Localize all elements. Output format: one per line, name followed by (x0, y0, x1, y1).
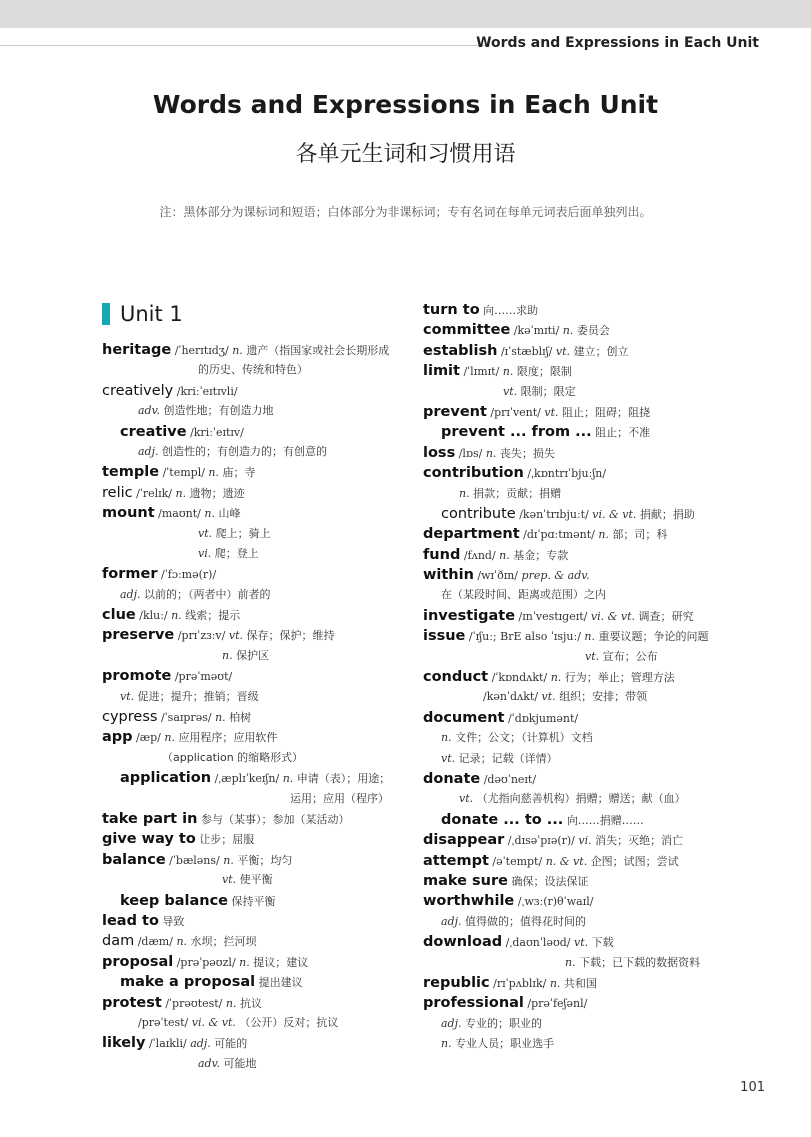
definition: 行为；举止；管理方法 (564, 671, 675, 685)
part-of-speech: n. (215, 711, 226, 725)
part-of-speech: vt. (574, 936, 589, 950)
definition: 调查；研究 (638, 609, 694, 623)
definition: 值得做的；值得花时间的 (465, 914, 587, 928)
part-of-speech: vt. (555, 344, 571, 358)
vocab-line (423, 891, 753, 911)
definition: 平衡；均匀 (237, 853, 293, 867)
phonetic: /ˈfɔːmə(r)/ (161, 568, 217, 582)
definition: （application 的缩略形式） (162, 750, 304, 764)
vocab-column-right (423, 300, 753, 1054)
vocab-line (102, 931, 402, 951)
part-of-speech: adj. (120, 587, 141, 601)
headword: give way to (102, 831, 196, 848)
part-of-speech: n. (502, 365, 514, 379)
headword: prevent (423, 403, 487, 420)
definition: 导致 (162, 914, 185, 928)
vocab-line (102, 360, 402, 380)
phonetic: /ˈrelɪk/ (136, 486, 172, 500)
definition: 部；司；科 (612, 528, 668, 542)
headword: worthwhile (423, 893, 515, 910)
part-of-speech: n. (176, 935, 188, 949)
headword: dam (102, 933, 135, 950)
vocab-line (423, 871, 753, 891)
part-of-speech: n. (208, 466, 220, 480)
part-of-speech: n. (550, 671, 562, 685)
definition: 重要议题；争论的问题 (598, 630, 709, 644)
part-of-speech: vi. & vt. (191, 1015, 236, 1029)
phonetic: /prəˈpəʊzl/ (176, 955, 236, 969)
vocab-line (423, 851, 753, 871)
part-of-speech: n. (562, 324, 574, 338)
part-of-speech: vi. & vt. (592, 507, 637, 521)
definition: 水坝；拦河坝 (190, 935, 257, 949)
part-of-speech: n. (222, 648, 233, 662)
definition: 阻止；不准 (595, 426, 651, 440)
phonetic: /ˈherɪtɪdʒ/ (174, 344, 229, 357)
headword: app (102, 729, 133, 746)
vocab-line (102, 829, 402, 849)
phonetic: /əˈtempt/ (492, 854, 543, 868)
part-of-speech: vt. (198, 526, 213, 540)
phonetic: /dəʊˈneɪt/ (483, 772, 537, 786)
vocab-line (102, 646, 402, 666)
definition: 遗产（指国家或社会长期形成 (246, 344, 390, 357)
definition: 创造性地；有创造力地 (163, 404, 274, 418)
headword: committee (423, 322, 511, 339)
vocab-line (423, 769, 753, 789)
part-of-speech: n. (171, 609, 182, 623)
headword: download (423, 934, 503, 951)
vocab-line (423, 687, 753, 707)
definition: 捐献；捐助 (639, 507, 695, 521)
vocab-line (102, 585, 402, 605)
part-of-speech: vi. (198, 546, 212, 560)
phonetic: /ˌwɜː(r)θˈwaɪl/ (517, 895, 594, 909)
phonetic: /prəˈfeʃənl/ (527, 997, 588, 1011)
definition: 向……捐赠…… (566, 813, 644, 827)
definition: 让步；屈服 (199, 833, 255, 847)
headword: investigate (423, 607, 516, 624)
phonetic: /kənˈdʌkt/ (483, 690, 539, 704)
definition: 山峰 (218, 507, 241, 521)
vocab-line (102, 870, 402, 890)
definition: 保存；保护；维持 (246, 629, 335, 643)
part-of-speech: vt. (459, 792, 474, 806)
vocab-column-left (102, 340, 402, 1074)
headword: creative (120, 423, 187, 440)
vocab-line (102, 381, 402, 401)
vocab-line (423, 708, 753, 728)
definition: 下载 (591, 936, 614, 950)
headword: former (102, 566, 158, 583)
part-of-speech: n. (441, 1037, 452, 1051)
headword: attempt (423, 852, 489, 869)
vocab-line (423, 647, 753, 667)
phonetic: /ˈdɒkjumənt/ (507, 711, 579, 725)
headword: professional (423, 995, 524, 1012)
part-of-speech: n. (485, 446, 497, 460)
headword: cypress (102, 709, 158, 726)
vocab-line (423, 789, 753, 809)
vocab-line (423, 830, 753, 850)
definition: 共和国 (563, 976, 597, 990)
part-of-speech: n. (584, 630, 596, 644)
vocab-line (102, 503, 402, 523)
vocab-line (423, 973, 753, 993)
vocab-line (102, 911, 402, 931)
page-subtitle: 各单元生词和习惯用语 (295, 142, 516, 167)
definition: 可能地 (223, 1056, 257, 1070)
part-of-speech: n. (175, 486, 187, 500)
headword: heritage (102, 342, 172, 358)
part-of-speech: vt. (441, 751, 456, 765)
part-of-speech: vt. (222, 873, 237, 887)
definition: 下载；已下载的数据资料 (579, 955, 701, 969)
part-of-speech: vt. (541, 690, 556, 704)
definition: 柏树 (229, 711, 252, 725)
phonetic: /maʊnt/ (158, 507, 201, 521)
headword: likely (102, 1035, 146, 1052)
phonetic: /æp/ (136, 731, 161, 745)
phonetic: /ɪˈstæblɪʃ/ (500, 344, 553, 358)
definition: 庙；寺 (222, 466, 256, 480)
headword: establish (423, 342, 498, 359)
vocab-line (423, 402, 753, 422)
headword: contribution (423, 465, 524, 482)
headword: issue (423, 628, 466, 645)
definition: 爬；登上 (214, 546, 259, 560)
headword: mount (102, 505, 155, 522)
part-of-speech: vi. (578, 834, 592, 848)
vocab-line (423, 463, 753, 483)
phonetic: /ˈlaɪkli/ (148, 1037, 187, 1051)
definition: 使平衡 (239, 873, 273, 887)
headword: proposal (102, 953, 174, 970)
headword: department (423, 526, 520, 543)
vocab-line (102, 564, 402, 584)
vocab-line (423, 810, 753, 830)
part-of-speech: n. (565, 955, 576, 969)
part-of-speech: vt. (120, 689, 135, 703)
vocab-line (423, 382, 753, 402)
part-of-speech: n. (459, 486, 470, 500)
vocab-line (102, 401, 402, 421)
definition: 参与（某事）；参加（某活动） (200, 812, 350, 826)
part-of-speech: vt. (544, 405, 559, 419)
phonetic: /ˌæplɪˈkeɪʃn/ (214, 772, 280, 786)
vocab-line (423, 667, 753, 687)
definition: 提出建议 (258, 976, 303, 990)
part-of-speech: adj. (441, 914, 462, 928)
part-of-speech: n. (282, 772, 294, 786)
part-of-speech: n. (441, 731, 452, 745)
definition: 爬上；骑上 (215, 526, 271, 540)
definition: 阻止；阻碍；阻挠 (562, 405, 651, 419)
running-header: Words and Expressions in Each Unit (476, 35, 759, 51)
part-of-speech: n. (499, 548, 510, 562)
phonetic: /ˌdɪsəˈpɪə(r)/ (507, 834, 575, 848)
part-of-speech: n. (598, 528, 609, 542)
headword: contribute (441, 505, 516, 522)
phonetic: /ˌdaʊnˈləʊd/ (505, 936, 571, 950)
definition: 限制；限定 (520, 384, 576, 398)
vocab-line (102, 666, 402, 686)
part-of-speech: prep. & adv. (521, 569, 590, 583)
definition: 线索；提示 (185, 609, 241, 623)
header-rule (0, 45, 490, 46)
phonetic: /ˈkɒndʌkt/ (491, 671, 548, 685)
part-of-speech: n. (164, 731, 175, 745)
definition: 限度；限制 (516, 365, 572, 379)
vocab-line (423, 422, 753, 442)
definition: （尤指向慈善机构）捐赠；赠送；献（血） (476, 792, 686, 806)
phonetic: /kluː/ (139, 609, 168, 623)
definition: 可能的 (214, 1037, 248, 1051)
headword: keep balance (120, 892, 229, 909)
definition: 在（某段时间、距离或范围）之内 (441, 588, 606, 602)
vocab-line (102, 972, 402, 992)
page-title: Words and Expressions in Each Unit (152, 90, 659, 119)
definition: 保护区 (236, 648, 270, 662)
definition: （公开）反对；抗议 (239, 1015, 339, 1029)
vocab-line (423, 320, 753, 340)
headword: make sure (423, 872, 508, 889)
note-text: 注：黑体部分为课标词和短语；白体部分为非课标词；专有名词在每单元词表后面单独列出。 (159, 205, 652, 219)
definition: 创造性的；有创造力的；有创意的 (162, 444, 328, 458)
phonetic: /fʌnd/ (463, 548, 496, 562)
vocab-line (102, 442, 402, 462)
part-of-speech: n. (232, 344, 243, 357)
top-band (0, 0, 811, 28)
part-of-speech: adj. (441, 1016, 462, 1030)
phonetic: /ˈsaɪprəs/ (160, 711, 212, 725)
part-of-speech: adv. (198, 1056, 221, 1070)
vocab-line (102, 605, 402, 625)
part-of-speech: n. (204, 507, 215, 521)
vocab-line (423, 361, 753, 381)
definition: 促进；提升；推销；晋级 (137, 689, 259, 703)
definition: 申请（表）；用途； (296, 772, 391, 786)
vocab-line (102, 1013, 402, 1033)
headword: lead to (102, 912, 159, 929)
vocab-line (423, 912, 753, 932)
part-of-speech: n. (223, 853, 234, 867)
vocab-line (423, 300, 753, 320)
phonetic: /ˈlɪmɪt/ (463, 365, 500, 379)
phonetic: /ˈprəʊtest/ (165, 996, 223, 1010)
definition: 保持平衡 (231, 894, 276, 908)
definition: 向……求助 (483, 304, 539, 317)
unit-accent-bar (102, 303, 110, 325)
vocab-line (423, 953, 753, 973)
definition: 捐款；贡献；捐赠 (473, 486, 562, 500)
vocab-line (102, 1033, 402, 1053)
headword: preserve (102, 627, 175, 644)
vocab-line (102, 524, 402, 544)
part-of-speech: n. (549, 976, 561, 990)
vocab-line (423, 932, 753, 952)
phonetic: /ˈɪʃuː; BrE also ˈɪsjuː/ (468, 630, 581, 644)
headword: promote (102, 668, 172, 685)
definition: 应用程序；应用软件 (178, 731, 278, 745)
definition: 以前的；（两者中）前者的 (144, 587, 271, 601)
headword: application (120, 770, 212, 787)
vocab-line (102, 727, 402, 747)
vocab-line (423, 504, 753, 524)
definition: 专业人员；职业选手 (455, 1037, 555, 1051)
vocab-line (102, 1054, 402, 1074)
definition: 丧失；损失 (499, 446, 555, 460)
part-of-speech: vt. (585, 649, 600, 663)
headword: fund (423, 546, 461, 563)
definition: 企图；试图；尝试 (590, 854, 679, 868)
vocab-line (423, 1014, 753, 1034)
phonetic: /ɪnˈvestɪɡeɪt/ (518, 609, 588, 623)
vocab-line (102, 993, 402, 1013)
headword: take part in (102, 810, 198, 827)
headword: creatively (102, 382, 174, 399)
definition: 组织；安排；带领 (559, 690, 648, 704)
page-number: 101 (740, 1080, 765, 1095)
vocab-line (102, 768, 402, 788)
vocab-line (423, 565, 753, 585)
vocab-line (423, 993, 753, 1013)
vocab-line (102, 748, 402, 768)
headword: limit (423, 363, 460, 380)
vocab-line (102, 789, 402, 809)
definition: 运用；应用（程序） (290, 791, 389, 805)
vocab-line (423, 484, 753, 504)
headword: protest (102, 994, 162, 1011)
vocab-line (423, 606, 753, 626)
vocab-line (102, 340, 402, 360)
headword: document (423, 709, 505, 726)
headword: temple (102, 464, 160, 481)
vocab-line (423, 341, 753, 361)
headword: balance (102, 851, 166, 868)
phonetic: /prɪˈzɜːv/ (177, 629, 226, 643)
part-of-speech: adj. (138, 444, 159, 458)
headword: disappear (423, 832, 505, 849)
part-of-speech: n. & vt. (545, 854, 588, 868)
definition: 宣布；公布 (602, 649, 658, 663)
definition: 委员会 (576, 324, 610, 338)
headword: prevent ... from ... (441, 424, 592, 441)
vocab-line (102, 809, 402, 829)
definition: 确保；设法保证 (511, 874, 589, 888)
phonetic: /lɒs/ (458, 446, 483, 460)
phonetic: /kriːˈeɪtɪvli/ (176, 384, 238, 398)
part-of-speech: vt. (228, 629, 243, 643)
vocab-line (102, 707, 402, 727)
vocab-line (102, 625, 402, 645)
part-of-speech: n. (225, 996, 237, 1010)
definition: 记录；记载（详情） (458, 751, 558, 765)
phonetic: /rɪˈpʌblɪk/ (493, 976, 547, 990)
vocab-line (423, 524, 753, 544)
vocab-line (102, 891, 402, 911)
headword: donate (423, 770, 481, 787)
vocab-line (102, 952, 402, 972)
headword: within (423, 567, 474, 584)
vocab-line (102, 687, 402, 707)
definition: 消失；灭绝；消亡 (595, 834, 684, 848)
part-of-speech: adj. (190, 1037, 211, 1051)
phonetic: /kənˈtrɪbjuːt/ (519, 507, 589, 521)
definition: 抗议 (239, 996, 262, 1010)
part-of-speech: n. (239, 955, 250, 969)
unit-label: Unit 1 (120, 302, 183, 326)
phonetic: /prəˈməʊt/ (174, 670, 233, 684)
phonetic: /kriːˈeɪtɪv/ (190, 425, 244, 439)
vocab-line (102, 422, 402, 442)
phonetic: /dɪˈpɑːtmənt/ (523, 528, 595, 542)
phonetic: /dæm/ (137, 935, 173, 949)
headword: republic (423, 974, 490, 991)
definition: 的历史、传统和特色） (198, 363, 308, 377)
vocab-line (423, 626, 753, 646)
phonetic: /prəˈtest/ (138, 1015, 189, 1029)
vocab-line (102, 850, 402, 870)
phonetic: /ˈtempl/ (162, 466, 205, 480)
definition: 文件；公文；（计算机）文档 (455, 731, 593, 745)
vocab-line (423, 728, 753, 748)
vocab-line (423, 585, 753, 605)
headword: turn to (423, 302, 480, 318)
phonetic: /wɪˈðɪn/ (477, 569, 519, 583)
headword: relic (102, 484, 133, 501)
part-of-speech: vi. & vt. (590, 609, 636, 623)
headword: clue (102, 607, 136, 624)
headword: loss (423, 444, 456, 461)
part-of-speech: vt. (503, 384, 518, 398)
definition: 提议；建议 (253, 955, 309, 969)
definition: 专业的；职业的 (465, 1016, 543, 1030)
definition: 建立；创立 (573, 344, 629, 358)
part-of-speech: adv. (138, 404, 161, 418)
unit-heading (102, 302, 183, 326)
headword: conduct (423, 669, 489, 686)
phonetic: /prɪˈvent/ (490, 405, 541, 419)
phonetic: /ˈbæləns/ (169, 853, 220, 867)
vocab-line (423, 749, 753, 769)
headword: donate ... to ... (441, 811, 564, 828)
vocab-line (102, 483, 402, 503)
definition: 遗物；遗迹 (189, 486, 245, 500)
vocab-line (423, 443, 753, 463)
vocab-line (423, 545, 753, 565)
phonetic: /kəˈmɪti/ (513, 324, 560, 338)
phonetic: /ˌkɒntrɪˈbjuːʃn/ (527, 467, 607, 481)
headword: make a proposal (120, 974, 256, 991)
definition: 基金；专款 (513, 548, 569, 562)
vocab-line (423, 1034, 753, 1054)
vocab-line (102, 544, 402, 564)
vocab-line (102, 462, 402, 482)
